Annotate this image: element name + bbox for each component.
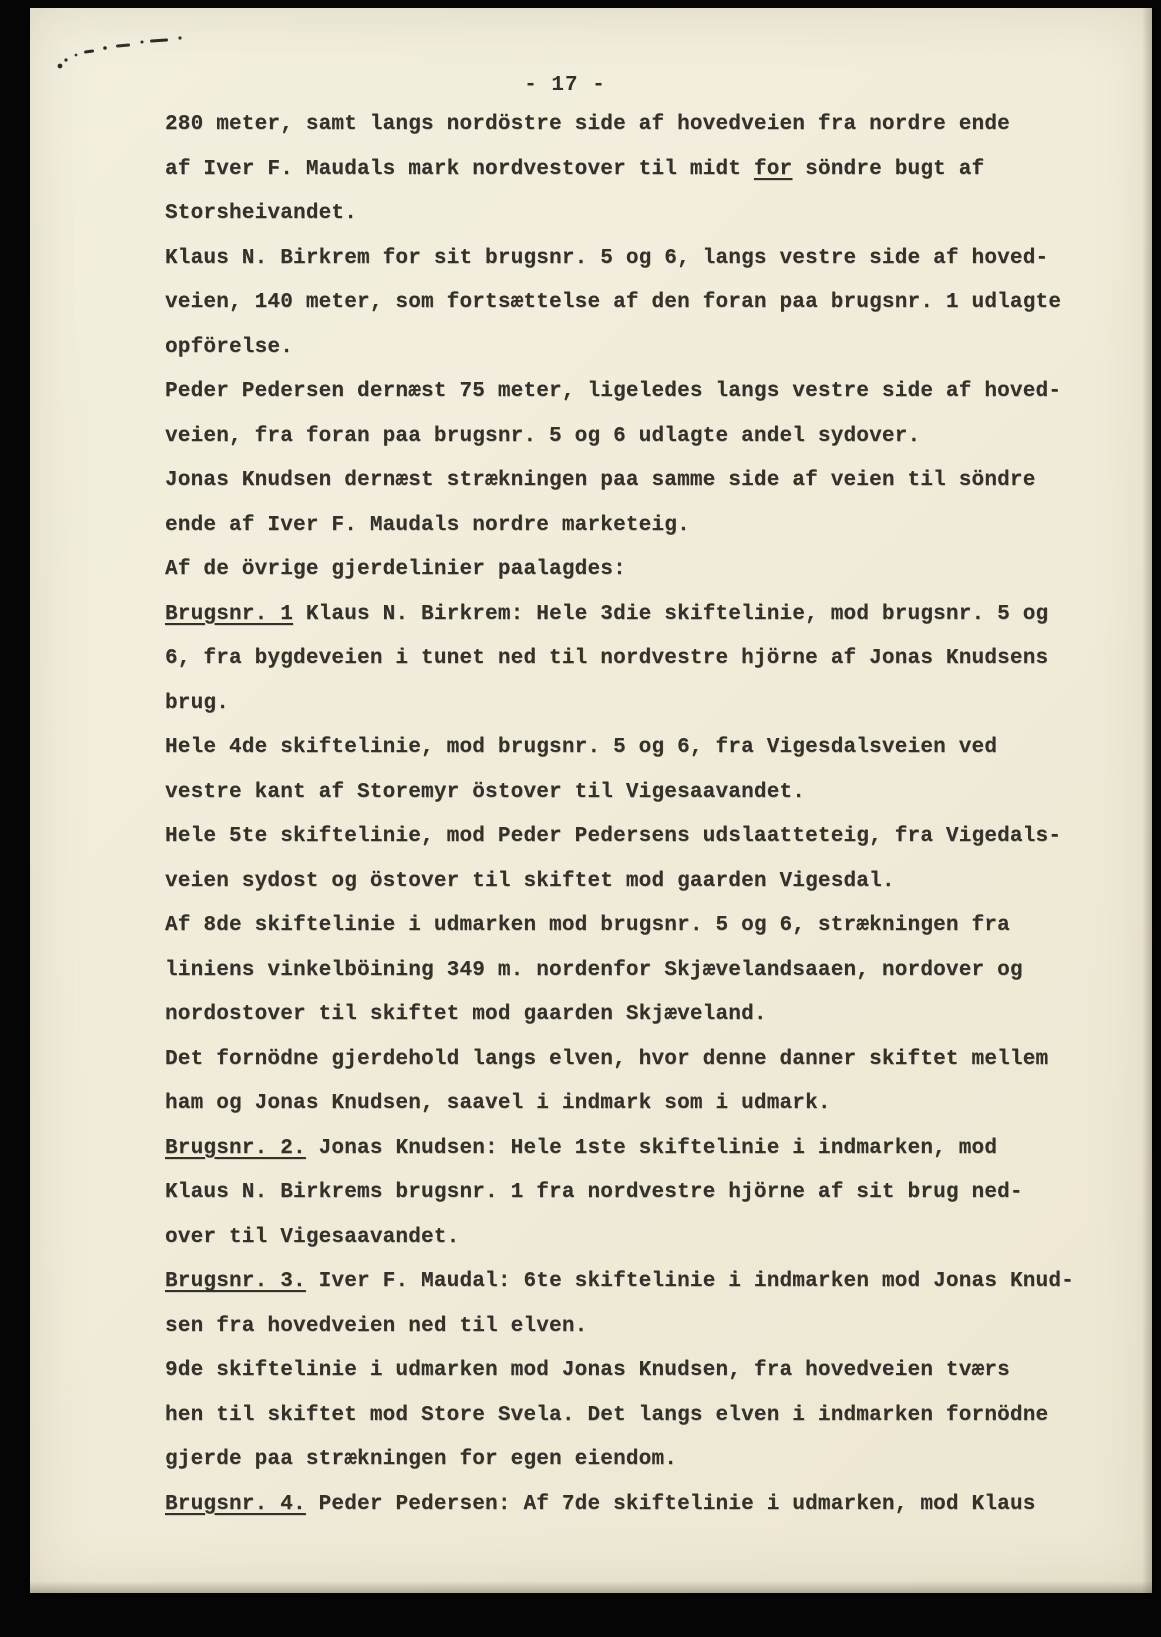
text-segment: Hele 5te skiftelinie, mod Peder Pedersens udslaatteteig, fra Vigedals- [165, 825, 1062, 848]
text-segment: Af 8de skiftelinie i udmarken mod brugsnr. 5 og 6, strækningen fra [165, 914, 1010, 937]
text-segment: over til Vigesaavandet. [165, 1225, 460, 1249]
text-line [165, 1394, 1085, 1439]
underlined-text: Brugsnr. 1 [165, 602, 294, 626]
text-line [165, 148, 1085, 193]
text-segment: gjerde paa strækningen for egen eiendom. [165, 1448, 678, 1471]
paper-edge-shadow-right [1142, 8, 1152, 1593]
text-line [165, 771, 1085, 816]
text-line [165, 326, 1085, 371]
paper-edge-shadow-bottom [30, 1581, 1152, 1593]
text-segment: liniens vinkelböining 349 m. nordenfor Skjævelandsaaen, nordover og [165, 958, 1023, 982]
text-segment: söndre bugt af [792, 157, 985, 181]
text-line [165, 726, 1085, 771]
ink-smudge-marks [50, 30, 210, 80]
text-line [165, 1305, 1085, 1350]
text-line [165, 993, 1085, 1038]
underlined-text: Brugsnr. 2. [165, 1136, 306, 1160]
text-segment: Af de övrige gjerdelinier paalagdes: [165, 558, 626, 581]
text-line [165, 237, 1085, 282]
text-line [165, 459, 1085, 504]
document-lines [165, 103, 1085, 1527]
document-page [30, 8, 1152, 1593]
text-segment: Det fornödne gjerdehold langs elven, hvor denne danner skiftet mellem [165, 1047, 1049, 1071]
text-line [165, 1216, 1085, 1261]
text-segment: Iver F. Maudal: 6te skiftelinie i indmarken mod Jonas Knud- [305, 1270, 1074, 1293]
text-line [165, 949, 1085, 994]
text-line [165, 548, 1085, 593]
text-line [165, 1483, 1085, 1528]
text-line [165, 192, 1085, 237]
text-line [165, 1171, 1085, 1216]
text-line [165, 593, 1085, 638]
page-number: - 17 - [524, 74, 606, 97]
text-line [165, 904, 1085, 949]
text-segment: Jonas Knudsen dernæst strækningen paa samme side af veien til söndre [165, 469, 1036, 492]
text-segment: Peder Pedersen: Af 7de skiftelinie i udmarken, mod Klaus [305, 1492, 1036, 1516]
text-line [165, 504, 1085, 549]
text-segment: Storsheivandet. [165, 202, 358, 225]
text-segment: vestre kant af Storemyr östover til Vigesaavandet. [165, 780, 806, 804]
text-line [165, 1349, 1085, 1394]
text-segment: Jonas Knudsen: Hele 1ste skiftelinie i indmarken, mod [305, 1136, 998, 1160]
text-segment: Klaus N. Birkrem for sit brugsnr. 5 og 6, langs vestre side af hoved- [165, 246, 1049, 270]
text-segment: 6, fra bygdeveien i tunet ned til nordvestre hjörne af Jonas Knudsens [165, 647, 1049, 670]
text-segment: nordostover til skiftet mod gaarden Skjæveland. [165, 1003, 767, 1026]
text-segment: Klaus N. Birkrem: Hele 3die skiftelinie, mod brugsnr. 5 og [293, 602, 1049, 626]
text-line [165, 1260, 1085, 1305]
underlined-text: Brugsnr. 4. [165, 1492, 306, 1516]
text-line [165, 415, 1085, 460]
text-segment: 280 meter, samt langs nordöstre side af hovedveien fra nordre ende [165, 113, 1010, 136]
text-segment: sen fra hovedveien ned til elven. [165, 1314, 588, 1338]
document-content [165, 74, 1085, 1527]
text-line [165, 1038, 1085, 1083]
text-line [165, 1438, 1085, 1483]
text-line [165, 682, 1085, 727]
text-line [165, 637, 1085, 682]
text-segment: 9de skiftelinie i udmarken mod Jonas Knudsen, fra hovedveien tværs [165, 1359, 1010, 1382]
underlined-text: Brugsnr. 3. [165, 1270, 306, 1293]
text-segment: veien, fra foran paa brugsnr. 5 og 6 udlagte andel sydover. [165, 424, 921, 448]
text-line [165, 281, 1085, 326]
text-line [165, 815, 1085, 860]
text-segment: opförelse. [165, 335, 294, 359]
text-line [165, 860, 1085, 905]
text-segment: veien, 140 meter, som fortsættelse af den foran paa brugsnr. 1 udlagte [165, 291, 1062, 314]
text-segment: Klaus N. Birkrems brugsnr. 1 fra nordvestre hjörne af sit brug ned- [165, 1181, 1023, 1204]
text-line [165, 1082, 1085, 1127]
text-segment: af Iver F. Maudals mark nordvestover til midt [165, 157, 754, 181]
text-line [165, 103, 1085, 148]
text-segment: brug. [165, 691, 230, 715]
text-segment: veien sydost og östover til skiftet mod gaarden Vigesdal. [165, 869, 895, 893]
text-line [165, 370, 1085, 415]
text-segment: hen til skiftet mod Store Svela. Det langs elven i indmarken fornödne [165, 1403, 1049, 1427]
text-segment: ende af Iver F. Maudals nordre marketeig. [165, 513, 690, 537]
text-segment: ham og Jonas Knudsen, saavel i indmark som i udmark. [165, 1092, 831, 1115]
text-segment: Hele 4de skiftelinie, mod brugsnr. 5 og 6, fra Vigesdalsveien ved [165, 736, 998, 759]
text-line [165, 1127, 1085, 1172]
underlined-text: for [753, 157, 793, 181]
text-segment: Peder Pedersen dernæst 75 meter, ligeledes langs vestre side af hoved- [165, 380, 1062, 403]
